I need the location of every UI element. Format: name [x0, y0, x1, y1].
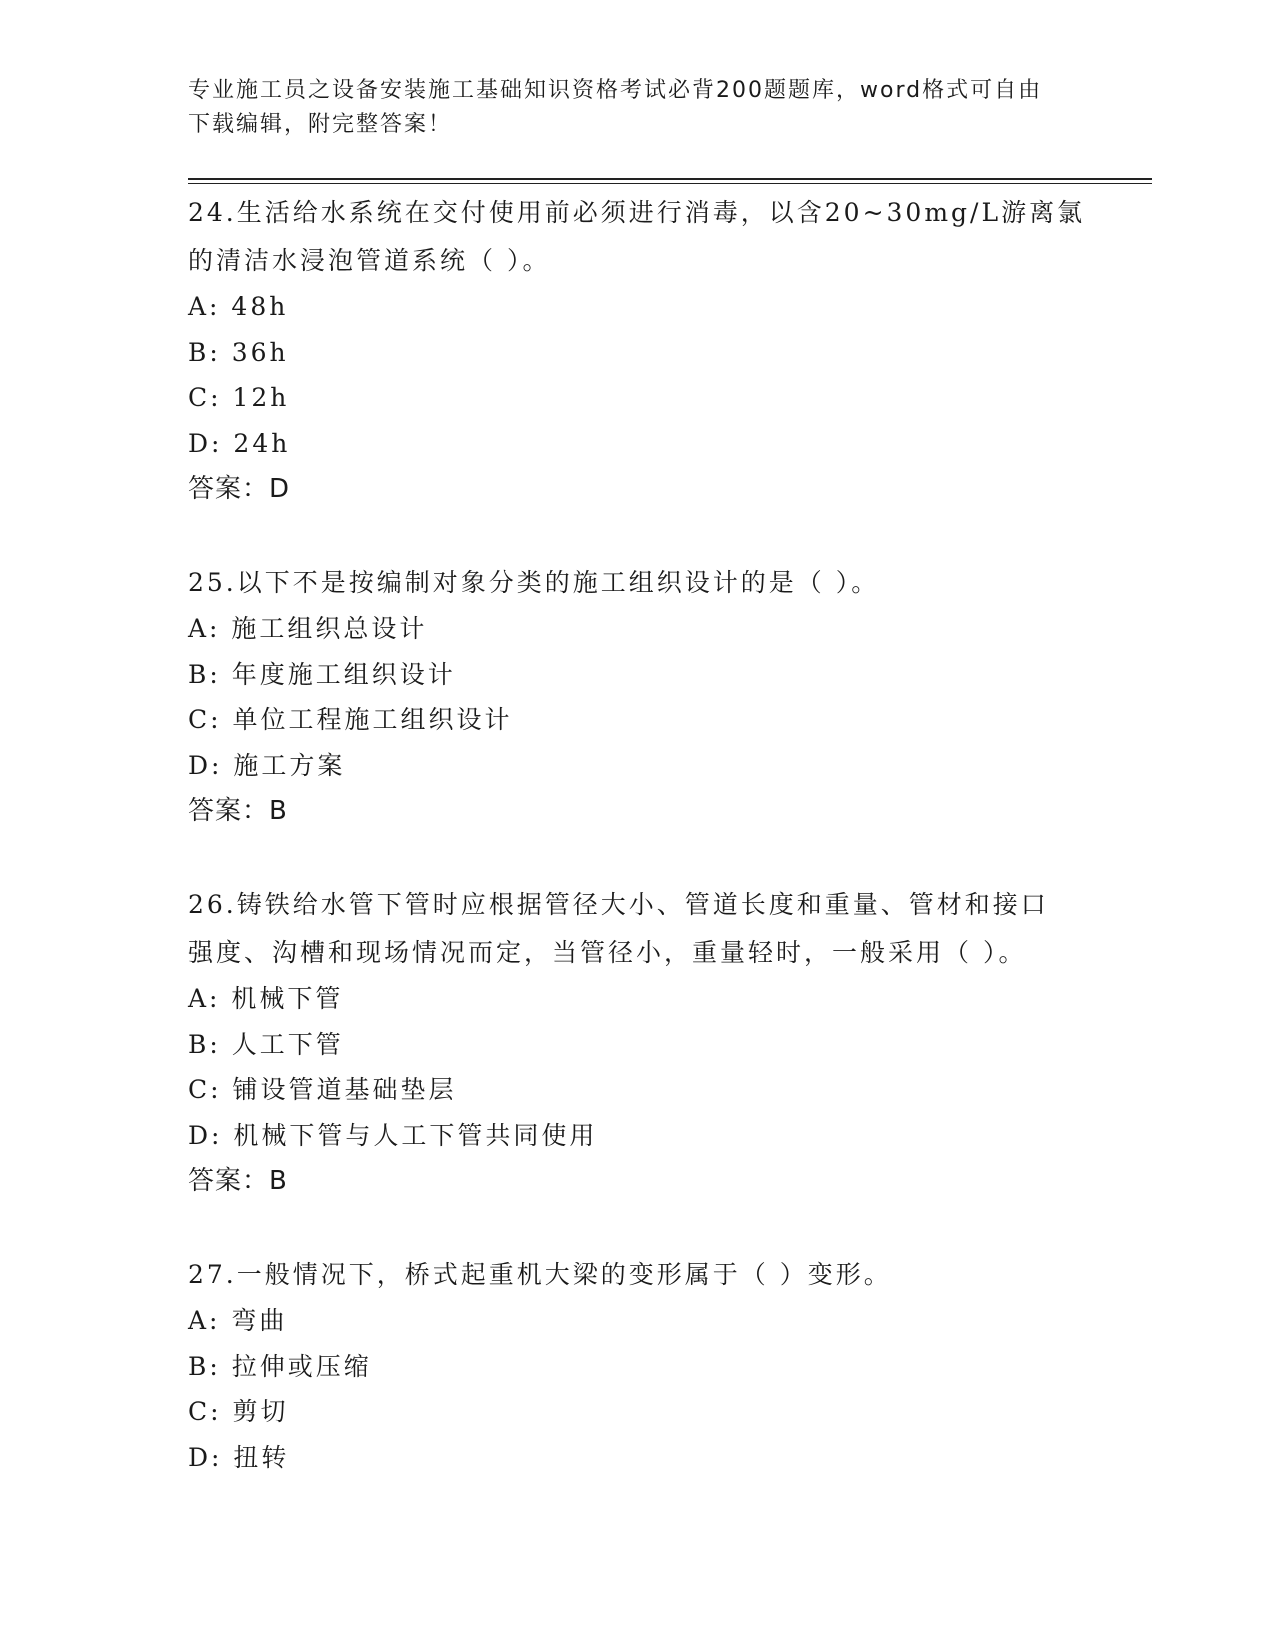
answer: 答案：B: [188, 796, 288, 826]
option-d: D: 扭转: [188, 1442, 290, 1472]
option-c: C: 剪切: [188, 1397, 289, 1426]
document-header: [188, 74, 1068, 142]
header-divider-thick: [188, 178, 1152, 180]
question-25: [188, 560, 1088, 834]
option-a: A: 机械下管: [188, 984, 344, 1013]
question-stem-continued: 的清洁水浸泡管道系统（ ）。: [188, 246, 551, 275]
option-b: B: 拉伸或压缩: [188, 1351, 372, 1381]
option-d: D: 机械下管与人工下管共同使用: [188, 1120, 598, 1150]
question-stem: 24.生活给水系统在交付使用前必须进行消毒，以含20~30mg/L游离氯: [188, 198, 1086, 227]
header-divider-thin: [188, 183, 1152, 184]
option-c: C: 12h: [188, 383, 290, 412]
option-d: D: 24h: [188, 428, 291, 458]
question-24: [188, 190, 1088, 512]
option-c: C: 单位工程施工组织设计: [188, 705, 513, 734]
header-title-line-2: 下载编辑，附完整答案！: [188, 112, 453, 137]
option-a: A: 弯曲: [188, 1306, 288, 1335]
question-stem: 25.以下不是按编制对象分类的施工组织设计的是（ ）。: [188, 568, 880, 597]
answer: 答案：B: [188, 1166, 288, 1196]
question-26: [188, 882, 1088, 1204]
option-b: B: 人工下管: [188, 1029, 344, 1059]
option-d: D: 施工方案: [188, 750, 346, 780]
question-stem: 27.一般情况下，桥式起重机大梁的变形属于（ ）变形。: [188, 1260, 892, 1289]
option-b: B: 年度施工组织设计: [188, 659, 456, 689]
option-c: C: 铺设管道基础垫层: [188, 1075, 457, 1104]
spacer: [188, 1204, 1088, 1250]
option-a: A: 48h: [188, 292, 289, 321]
header-title-line-1: 专业施工员之设备安装施工基础知识资格考试必背200题题库，word格式可自由: [188, 78, 1043, 103]
question-27: [188, 1252, 1088, 1480]
question-stem-continued: 强度、沟槽和现场情况而定，当管径小，重量轻时，一般采用（ ）。: [188, 938, 1027, 967]
question-list: [188, 188, 1088, 1480]
option-a: A: 施工组织总设计: [188, 614, 428, 643]
answer: 答案：D: [188, 474, 291, 504]
spacer: [188, 834, 1088, 880]
option-b: B: 36h: [188, 337, 289, 367]
question-stem: 26.铸铁给水管下管时应根据管径大小、管道长度和重量、管材和接口: [188, 890, 1049, 919]
spacer: [188, 512, 1088, 558]
